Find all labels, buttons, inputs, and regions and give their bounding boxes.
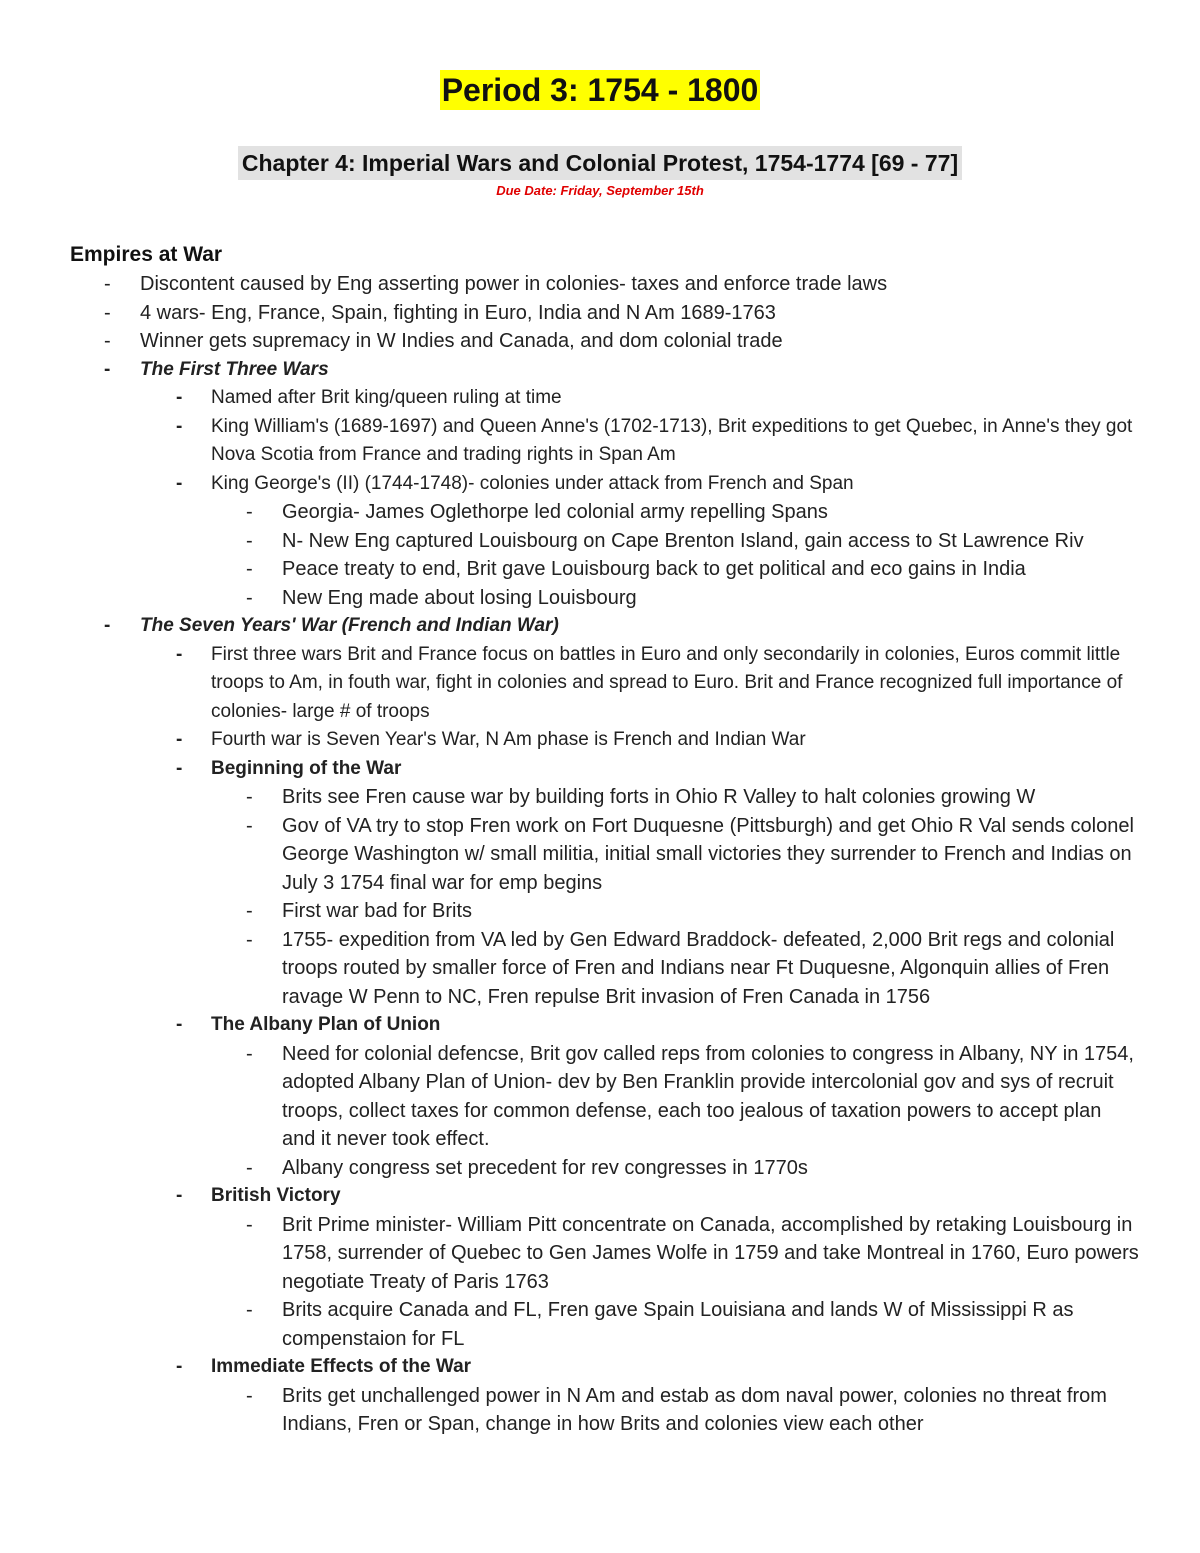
topic-title: Beginning of the War — [211, 757, 402, 779]
bullet-dash: - — [246, 1384, 253, 1407]
list-item — [0, 641, 1136, 727]
list-item-text: Albany congress set precedent for rev congresses in 1770s — [282, 1156, 808, 1179]
list-item — [0, 726, 1136, 755]
subsection-heading — [0, 612, 1180, 641]
list-item-text: Peace treaty to end, Brit gave Louisbourg back to get political and eco gains in India — [282, 558, 1026, 580]
list-item-text: Georgia- James Oglethorpe led colonial army repelling Spans — [282, 501, 828, 523]
list-item-text: Brits see Fren cause war by building forts in Ohio R Valley to halt colonies growing W — [282, 786, 1036, 808]
subsection-title: The First Three Wars — [140, 358, 329, 380]
list-item — [0, 812, 1140, 898]
bullet-dash: - — [246, 1042, 253, 1065]
due-date: Due Date: Friday, September 15th — [496, 183, 704, 198]
bullet-dash: - — [176, 729, 183, 750]
list-item-text: 4 wars- Eng, France, Spain, fighting in Euro, India and N Am 1689-1763 — [140, 301, 776, 324]
due-date-container — [0, 181, 1200, 201]
list-item-text: Discontent caused by Eng asserting power in colonies- taxes and enforce trade laws — [140, 273, 888, 295]
bullet-dash: - — [246, 814, 253, 837]
bullet-dash: - — [246, 1299, 253, 1321]
topic-title: British Victory — [211, 1185, 341, 1206]
list-item — [0, 498, 1140, 527]
list-item — [0, 470, 1136, 499]
subsection-heading — [0, 356, 1180, 385]
list-item-text: N- New Eng captured Louisbourg on Cape Brenton Island, gain access to St Lawrence Riv — [282, 529, 1084, 552]
bullet-dash: - — [246, 586, 253, 609]
bullet-dash: - — [104, 301, 111, 324]
section-heading: Empires at War — [70, 243, 223, 266]
list-item — [0, 897, 1140, 926]
list-item — [0, 1382, 1140, 1439]
bullet-dash: - — [104, 358, 111, 380]
list-item-text: First war bad for Brits — [282, 900, 473, 922]
bullet-dash: - — [176, 1185, 183, 1206]
bullet-dash: - — [246, 1213, 253, 1236]
list-item — [0, 299, 1180, 328]
bullet-dash: - — [246, 1156, 253, 1179]
topic-heading — [0, 1011, 1136, 1040]
list-item — [0, 1296, 1140, 1353]
list-item — [0, 783, 1140, 812]
bullet-dash: - — [104, 330, 111, 352]
list-item-text: Gov of VA try to stop Fren work on Fort Duquesne (Pittsburgh) and get Ohio R Val sends colonel George Washington w/ small militia, initial small victories they surrender to French and Indias on July 3 1754 final war for emp begins — [282, 814, 1134, 894]
list-item — [0, 327, 1180, 356]
bullet-dash: - — [176, 1356, 183, 1377]
list-item-text: New Eng made about losing Louisbourg — [282, 586, 637, 609]
chapter-container — [0, 146, 1200, 180]
list-item-text: Brits acquire Canada and FL, Fren gave Spain Louisiana and lands W of Mississippi R as compenstaion for FL — [282, 1299, 1074, 1350]
bullet-dash: - — [176, 757, 183, 779]
bullet-dash: - — [246, 501, 253, 523]
bullet-dash: - — [176, 387, 183, 408]
topic-heading — [0, 1353, 1136, 1382]
outline-list — [0, 270, 1200, 1439]
bullet-dash: - — [176, 415, 183, 437]
bullet-dash: - — [246, 900, 253, 922]
topic-heading — [0, 1182, 1136, 1211]
page-title: Period 3: 1754 - 1800 — [441, 72, 759, 108]
list-item — [0, 527, 1140, 556]
bullet-dash: - — [176, 472, 183, 494]
list-item-text: First three wars Brit and France focus on battles in Euro and only secondarily in colonies, Euros commit little troops to Am, in fouth war, fight in colonies and spread to Euro. Brit and France recognized full importance of colonies- large # of troops — [211, 643, 1123, 722]
list-item-text: King William's (1689-1697) and Queen Anne's (1702-1713), Brit expeditions to get Quebec, in Anne's they got Nova Scotia from France and trading rights in Span Am — [211, 415, 1133, 465]
list-item-text: King George's (II) (1744-1748)- colonies under attack from French and Span — [211, 472, 854, 494]
bullet-dash: - — [104, 273, 111, 295]
list-item — [0, 1211, 1140, 1297]
list-item — [0, 926, 1140, 1012]
list-item — [0, 1040, 1140, 1154]
topic-title: The Albany Plan of Union — [211, 1014, 441, 1035]
title-container — [0, 70, 1200, 110]
subsection-title: The Seven Years' War (French and Indian War) — [140, 615, 559, 636]
list-item — [0, 413, 1136, 470]
list-item-text: Fourth war is Seven Year's War, N Am phase is French and Indian War — [211, 729, 806, 750]
topic-heading — [0, 755, 1136, 784]
bullet-dash: - — [246, 786, 253, 808]
bullet-dash: - — [246, 928, 253, 951]
list-item — [0, 1154, 1140, 1183]
bullet-dash: - — [246, 529, 253, 552]
bullet-dash: - — [176, 1014, 183, 1035]
list-item — [0, 384, 1136, 413]
list-item-text: Need for colonial defencse, Brit gov called reps from colonies to congress in Albany, NY in 1754, adopted Albany Plan of Union- dev by Ben Franklin provide intercolonial gov and sys of recruit troops, collect taxes for common defense, each too jealous of taxation powers to accept plan and it never took effect. — [282, 1042, 1134, 1150]
bullet-dash: - — [176, 643, 183, 665]
list-item-text: 1755- expedition from VA led by Gen Edward Braddock- defeated, 2,000 Brit regs and colonial troops routed by smaller force of Fren and Indians near Ft Duquesne, Algonquin allies of Fren ravage W Penn to NC, Fren repulse Brit invasion of Fren Canada in 1756 — [282, 928, 1115, 1008]
list-item-text: Brits get unchallenged power in N Am and estab as dom naval power, colonies no threat from Indians, Fren or Span, change in how Brits and colonies view each other — [282, 1384, 1107, 1435]
list-item — [0, 270, 1180, 299]
chapter-heading: Chapter 4: Imperial Wars and Colonial Protest, 1754-1774 [69 - 77] — [238, 146, 962, 180]
list-item — [0, 584, 1140, 613]
list-item-text: Brit Prime minister- William Pitt concentrate on Canada, accomplished by retaking Louisbourg in 1758, surrender of Quebec to Gen James Wolfe in 1759 and take Montreal in 1760, Euro powers negotiate Treaty of Paris 1763 — [282, 1213, 1139, 1293]
bullet-dash: - — [104, 615, 111, 636]
list-item-text: Named after Brit king/queen ruling at time — [211, 387, 562, 408]
topic-title: Immediate Effects of the War — [211, 1356, 472, 1377]
bullet-dash: - — [246, 558, 253, 580]
list-item-text: Winner gets supremacy in W Indies and Canada, and dom colonial trade — [140, 330, 783, 352]
list-item — [0, 555, 1140, 584]
